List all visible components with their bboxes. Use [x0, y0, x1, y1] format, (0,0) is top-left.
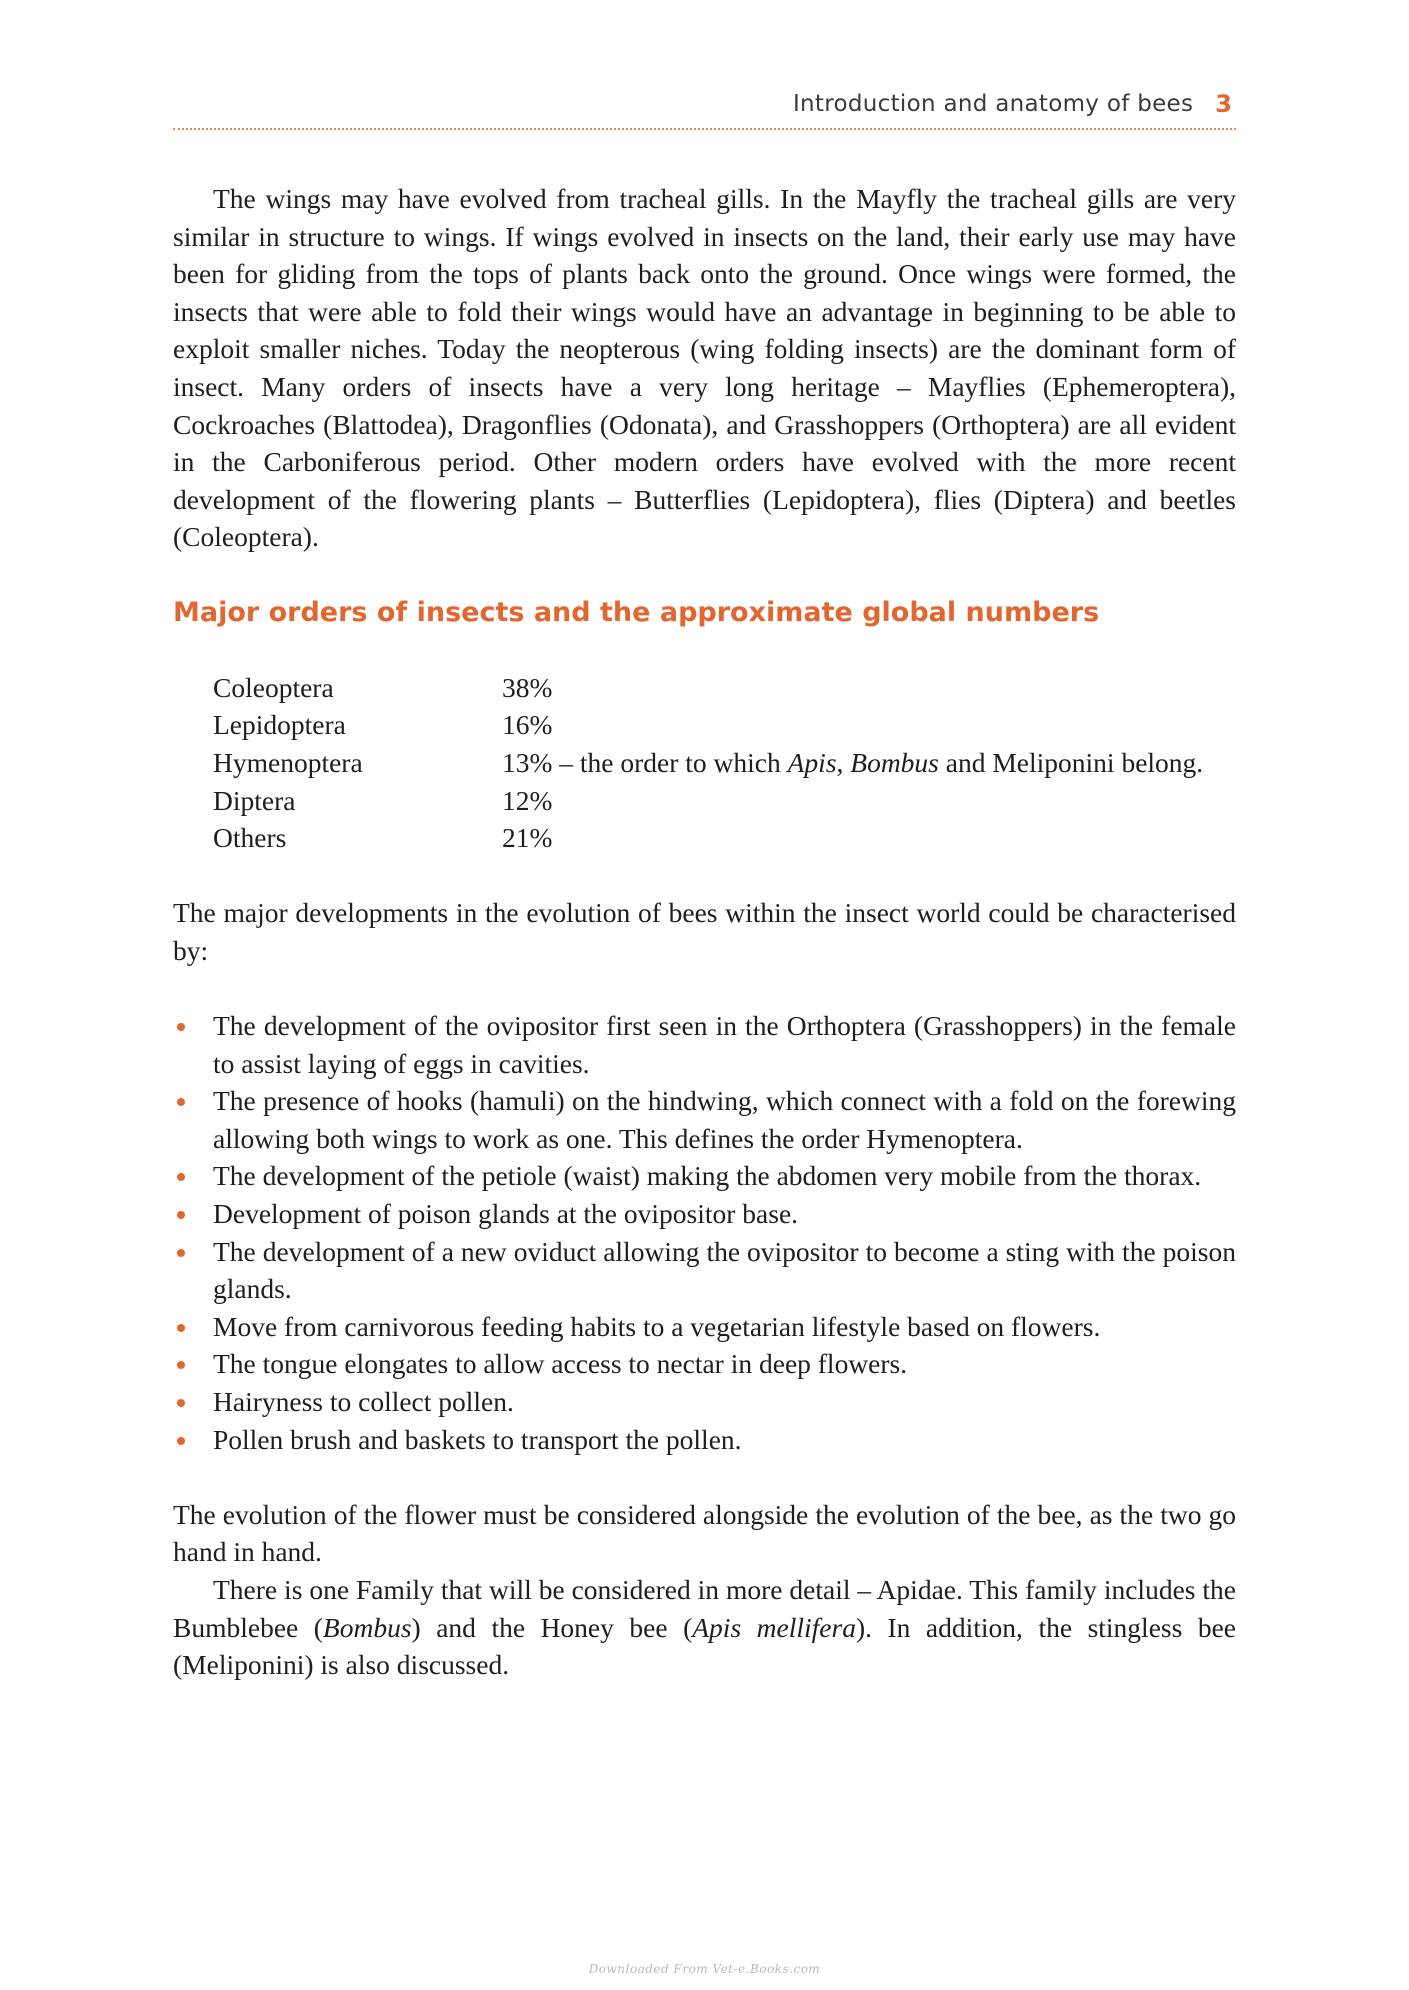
- list-item: [173, 1421, 1236, 1459]
- insect-orders-table: [213, 669, 1236, 857]
- list-item-text: The development of the ovipositor first seen in the Orthoptera (Grasshoppers) in the female to assist laying of eggs in cavities.: [213, 1010, 1236, 1079]
- running-header: [173, 80, 1236, 130]
- order-row: [213, 669, 1236, 707]
- order-percent: 16%: [502, 709, 553, 741]
- order-percent: [502, 744, 1236, 782]
- order-percent-text: 13% – the order to which: [502, 746, 788, 778]
- spacer: [173, 556, 1236, 594]
- bullet-icon: [177, 1437, 185, 1445]
- list-item: [173, 1308, 1236, 1346]
- list-item: [173, 1233, 1236, 1308]
- section-heading: Major orders of insects and the approximate global numbers: [173, 596, 1100, 628]
- order-name: Hymenoptera: [213, 746, 363, 778]
- list-item: [173, 1195, 1236, 1233]
- order-percent-tail: and Meliponini belong.: [938, 746, 1204, 778]
- spacer: [173, 969, 1236, 1007]
- order-name: Others: [213, 822, 287, 854]
- page-content: [173, 180, 1236, 1684]
- separator: ,: [836, 746, 851, 778]
- bullet-icon: [177, 1211, 185, 1219]
- order-percent: 38%: [502, 671, 553, 703]
- order-name: Coleoptera: [213, 671, 334, 703]
- bullet-icon: [177, 1098, 185, 1106]
- list-item-text: Hairyness to collect pollen.: [213, 1386, 514, 1417]
- watermark: Downloaded From Vet-e.Books.com: [588, 1962, 821, 1976]
- bullet-icon: [177, 1173, 185, 1181]
- genus-apis: Apis: [787, 746, 837, 778]
- list-item: [173, 1082, 1236, 1157]
- order-row: [213, 782, 1236, 820]
- list-item-text: The development of a new oviduct allowing the ovipositor to become a sting with the poison glands.: [213, 1235, 1236, 1305]
- family-text-3: ). In addition, the stingless bee (Meliponini) is also discussed.: [173, 1611, 1236, 1681]
- order-percent: 21%: [502, 822, 553, 854]
- list-item: [173, 1007, 1236, 1082]
- bullet-icon: [177, 1023, 185, 1031]
- running-title: Introduction and anatomy of bees: [792, 91, 1194, 117]
- list-item-text: The tongue elongates to allow access to nectar in deep flowers.: [213, 1348, 908, 1380]
- spacer: [173, 1458, 1236, 1496]
- genus-bombus: Bombus: [850, 746, 939, 778]
- list-item-text: The presence of hooks (hamuli) on the hindwing, which connect with a fold on the forewing allowing both wings to work as one. This defines the order Hymenoptera.: [213, 1085, 1236, 1154]
- list-item: [173, 1383, 1236, 1421]
- list-item-text: Development of poison glands at the ovipositor base.: [213, 1198, 799, 1230]
- genus-bombus: Bombus: [322, 1611, 412, 1643]
- intro-paragraph: The wings may have evolved from tracheal gills. In the Mayfly the tracheal gills are very similar in structure to wings. If wings evolved in insects on the land, their early use may have been for gliding from the tops of plants back onto the ground. Once wings were formed, the insects that were able to fold their wings would have an advantage in beginning to be able to exploit smaller niches. Today the neopterous (wing folding insects) are the dominant form of insect. Many orders of insects have a very long heritage – Mayflies (Ephemeroptera), Cockroaches (Blattodea), Dragonflies (Odonata), and Grasshoppers (Orthoptera) are all evident in the Carboniferous period. Other modern orders have evolved with the more recent development of the flowering plants – Butterflies (Lepidoptera), flies (Diptera) and beetles (Coleoptera).: [173, 183, 1236, 553]
- list-item-text: The development of the petiole (waist) making the abdomen very mobile from the thorax.: [213, 1160, 1202, 1192]
- order-name: Lepidoptera: [213, 709, 346, 741]
- family-text-2: ) and the Honey bee (: [411, 1611, 693, 1643]
- family-text-1: There is one Family that will be considered in more detail – Apidae. This family includes the Bumblebee (: [173, 1573, 1236, 1643]
- developments-list: [173, 1007, 1236, 1458]
- bullet-icon: [177, 1399, 185, 1407]
- order-name: Diptera: [213, 784, 296, 816]
- order-row: [213, 819, 1236, 857]
- order-percent: 12%: [502, 784, 553, 816]
- page-number: 3: [1215, 90, 1232, 118]
- species-apis-mellifera: Apis mellifera: [692, 1611, 856, 1643]
- spacer: [173, 857, 1236, 895]
- bullet-icon: [177, 1361, 185, 1369]
- developments-intro: The major developments in the evolution of bees within the insect world could be characterised by:: [173, 897, 1236, 966]
- bullet-icon: [177, 1324, 185, 1332]
- list-item-text: Pollen brush and baskets to transport the pollen.: [213, 1423, 742, 1455]
- list-item: [173, 1157, 1236, 1195]
- order-row: [213, 706, 1236, 744]
- spacer: [173, 631, 1236, 669]
- list-item: [173, 1345, 1236, 1383]
- bullet-icon: [177, 1249, 185, 1257]
- order-row: [213, 744, 1236, 782]
- flower-paragraph: The evolution of the flower must be considered alongside the evolution of the bee, as the two go hand in hand.: [173, 1498, 1236, 1568]
- list-item-text: Move from carnivorous feeding habits to a vegetarian lifestyle based on flowers.: [213, 1310, 1101, 1342]
- family-paragraph: [173, 1571, 1236, 1684]
